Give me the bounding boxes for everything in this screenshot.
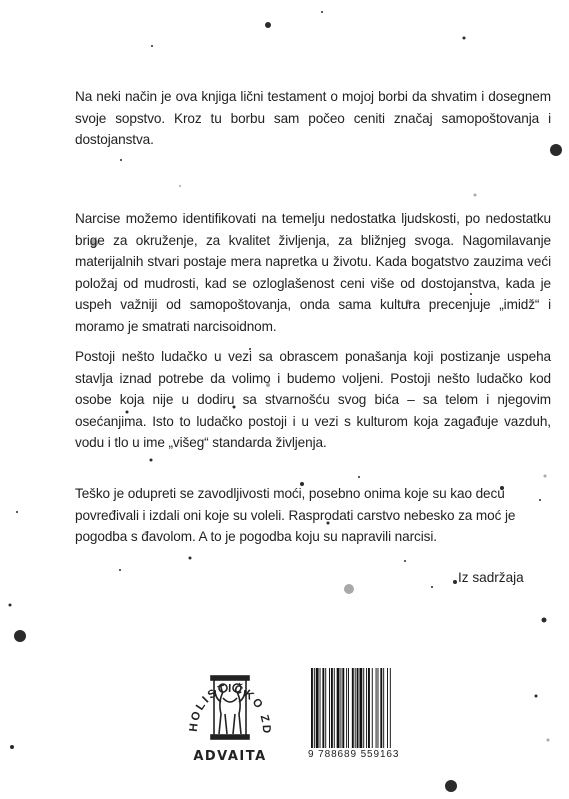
publisher-logo (185, 640, 275, 765)
barcode-bar (325, 668, 326, 748)
barcode-bar (320, 668, 321, 748)
barcode-bar (355, 668, 356, 748)
barcode-bar (331, 668, 333, 748)
barcode-bar (342, 668, 344, 748)
barcode-bar (311, 668, 313, 748)
barcode-bar (380, 668, 382, 748)
paragraph-4: Teško je odupreti se zavodljivosti moći, posebno onima koje su kao decu povređivali i izdali oni koje su voleli. Rasprodati carstvo nebesko za moć je pogodba s đavolom. A to je pogodba koju su napravili narcisi. (75, 486, 516, 545)
barcode-bar (366, 668, 367, 748)
paragraph-2: Narcise možemo identifikovati na temelju nedostatka ljudskosti, po nedostatku brige za okruženje, za kvalitet življenja, za bližnjeg svoga. Nagomilavanje materijalnih stvari postaje mera napretka u životu. Kada bogatstvo zauzima veći položaj od mudrosti, kad se ozloglašenost ceni više od dostojanstva, kada je uspeh važniji od samopoštovanja, onda sama kultura precenjuje „imidž“ i moramo je smatrati narcisoidnom. (75, 211, 551, 334)
barcode-icon (310, 668, 420, 748)
barcode-bar (387, 668, 388, 748)
barcode-bar (340, 668, 341, 748)
barcode-bar (352, 668, 354, 748)
barcode-bar (337, 668, 340, 748)
paragraph-3: Postoji nešto ludačko u vezi sa obrascem ponašanja koji postizanje uspeha stavlja iznad potrebe da volimo i budemo voljeni. Postoji nešto ludačko kod osobe koja nije u dodiru sa stvarnošću svog bića – sa telom i njegovim osećanjima. Isto to ludačko postoji i u vezi s kulturom koja zagađuje vazduh, vodu i tlo u ime „višeg“ standarda življenja. (75, 349, 551, 451)
barcode-bar (359, 668, 362, 748)
barcode-bar (390, 668, 391, 748)
publisher-name: ADVAITA (193, 749, 267, 764)
barcode-bar (348, 668, 349, 748)
barcode-bar (368, 668, 370, 748)
barcode-bar (329, 668, 330, 748)
barcode-bar (346, 668, 347, 748)
publisher-arc-text: HOLISTIČKO ZD (187, 682, 273, 736)
barcode-bar (376, 668, 377, 748)
barcode-bar (363, 668, 364, 748)
barcode-bar (383, 668, 384, 748)
barcode-bar (322, 668, 324, 748)
barcode-number: 9 788689 559163 (308, 749, 400, 760)
barcode-bar (314, 668, 315, 748)
barcode-bar (372, 668, 373, 748)
barcode-bar (357, 668, 359, 748)
barcode-bar (316, 668, 319, 748)
barcode-bar (334, 668, 335, 748)
barcode-bar (378, 668, 379, 748)
source-label: Iz sadržaja (458, 570, 524, 585)
paragraph-1: Na neki način je ova knjiga lični testament o mojoj borbi da shvatim i dosegnem svoje sopstvo. Kroz tu borbu sam počeo ceniti značaj samopoštovanja i dostojanstva. (75, 89, 551, 148)
